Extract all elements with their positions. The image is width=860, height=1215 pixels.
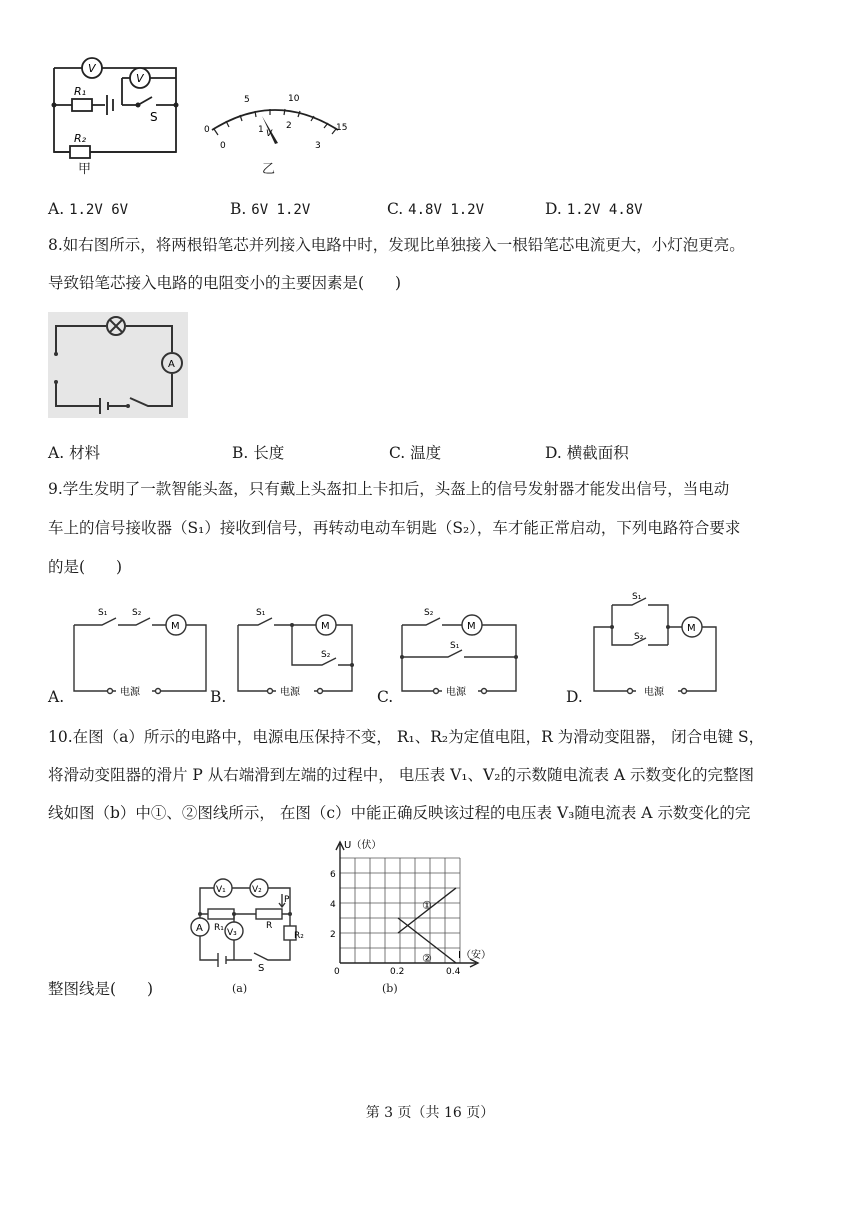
q10-circuit-a bbox=[186, 876, 306, 974]
q8-stem-line1: 8.如右图所示，将两根铅笔芯并列接入电路中时，发现比单独接入一根铅笔芯电流更大，小灯泡更亮。 bbox=[48, 236, 745, 254]
q8-circuit bbox=[48, 312, 188, 418]
r1-label: R₁ bbox=[74, 85, 87, 98]
scale-top-15: 15 bbox=[336, 123, 348, 133]
x-tick-0: 0 bbox=[334, 967, 340, 976]
q9-circuit-a bbox=[72, 605, 212, 697]
fig-yi-label: 乙 bbox=[262, 162, 276, 177]
r-label: R bbox=[266, 921, 273, 931]
q8-option-c: C. 温度 bbox=[389, 444, 442, 462]
s2-label: S₂ bbox=[634, 632, 644, 642]
scale-top-5: 5 bbox=[244, 95, 250, 105]
y-tick-6: 6 bbox=[330, 870, 336, 880]
q9-circuit-d bbox=[592, 587, 722, 697]
source-label: 电源 bbox=[446, 687, 466, 697]
q8-stem-line2: 导致铅笔芯接入电路的电阻变小的主要因素是( ) bbox=[48, 274, 402, 292]
line2-marker: ② bbox=[422, 952, 432, 965]
q9-stem-line1: 9.学生发明了一款智能头盔，只有戴上头盔扣上卡扣后，头盔上的信号发射器才能发出信号，当电动 bbox=[48, 480, 730, 498]
scale-bottom-3: 3 bbox=[315, 141, 321, 151]
q9-circuit-b bbox=[236, 605, 360, 697]
motor-label: M bbox=[687, 623, 696, 634]
s1-label: S₁ bbox=[256, 608, 266, 618]
scale-top-10: 10 bbox=[288, 94, 300, 104]
s2-label: S₂ bbox=[321, 650, 331, 660]
q9-circuit-c bbox=[400, 605, 524, 697]
q9-option-c: C. bbox=[377, 688, 394, 706]
q9-option-a: A. bbox=[48, 688, 65, 706]
scale-unit: V bbox=[266, 129, 273, 139]
q7-voltmeter-dial-yi bbox=[200, 88, 350, 158]
q7-circuit-jia bbox=[50, 55, 185, 160]
s-label: S bbox=[258, 963, 265, 974]
r2-label: R₂ bbox=[74, 132, 87, 145]
q10-stem-line2: 将滑动变阻器的滑片 P 从右端滑到左端的过程中， 电压表 V₁、V₂的示数随电流表 A 示数变化的完整图 bbox=[48, 766, 755, 784]
source-label: 电源 bbox=[280, 687, 300, 697]
s1-label: S₁ bbox=[632, 592, 642, 602]
s2-label: S₂ bbox=[424, 608, 434, 618]
scale-top-0: 0 bbox=[204, 125, 210, 135]
motor-label: M bbox=[467, 621, 476, 632]
q7-option-c: C. 4.8V 1.2V bbox=[387, 200, 485, 218]
a-label: A bbox=[196, 923, 203, 934]
line1-marker: ① bbox=[422, 899, 432, 912]
s1-label: S₁ bbox=[98, 608, 108, 618]
x-axis-label: I（安） bbox=[458, 950, 491, 961]
x-tick-04: 0.4 bbox=[446, 967, 461, 976]
q7-option-d: D. 1.2V 4.8V bbox=[545, 200, 643, 218]
q9-stem-line2: 车上的信号接收器（S₁）接收到信号，再转动电动车钥匙（S₂），车才能正常启动，下列电路符合要求 bbox=[48, 519, 741, 537]
fig-jia-label: 甲 bbox=[78, 162, 92, 177]
q8-option-b: B. 长度 bbox=[232, 444, 285, 462]
source-label: 电源 bbox=[644, 687, 664, 697]
v1-label: V₁ bbox=[216, 885, 226, 895]
p-label: P bbox=[284, 895, 290, 905]
v2-label: V bbox=[136, 72, 144, 85]
q7-option-b: B. 6V 1.2V bbox=[230, 200, 311, 218]
r1-label: R₁ bbox=[214, 923, 224, 933]
x-tick-02: 0.2 bbox=[390, 967, 405, 976]
q8-option-d: D. 横截面积 bbox=[545, 444, 629, 462]
fig-b-caption: (b) bbox=[382, 982, 398, 995]
q9-option-b: B. bbox=[210, 688, 227, 706]
scale-bottom-2: 2 bbox=[286, 121, 292, 131]
s2-label: S₂ bbox=[132, 608, 142, 618]
v2-label: V₂ bbox=[252, 885, 262, 895]
source-label: 电源 bbox=[120, 687, 140, 697]
scale-bottom-1: 1 bbox=[258, 125, 264, 135]
page-footer: 第 3 页（共 16 页） bbox=[365, 1105, 495, 1121]
s-label: S bbox=[150, 110, 158, 124]
q10-stem-line3: 线如图（b）中①、②图线所示， 在图（c）中能正确反映该过程的电压表 V₃随电流表 A 示数变化的完 bbox=[48, 804, 751, 822]
scale-bottom-0: 0 bbox=[220, 141, 226, 151]
y-tick-4: 4 bbox=[330, 900, 336, 910]
s1-label: S₁ bbox=[450, 641, 460, 651]
fig-a-caption: (a) bbox=[232, 982, 248, 995]
q9-option-d: D. bbox=[566, 688, 583, 706]
q10-stem-line4: 整图线是( ) bbox=[48, 980, 154, 998]
v1-label: V bbox=[88, 62, 96, 75]
r2-label: R₂ bbox=[294, 931, 304, 941]
y-axis-label: U（伏） bbox=[344, 840, 382, 851]
q8-option-a: A. 材料 bbox=[48, 444, 101, 462]
v3-label: V₃ bbox=[227, 928, 237, 938]
q10-graph-b bbox=[326, 836, 506, 976]
motor-label: M bbox=[321, 621, 330, 632]
q7-option-a: A. 1.2V 6V bbox=[48, 200, 129, 218]
q10-stem-line1: 10.在图（a）所示的电路中，电源电压保持不变， R₁、R₂为定值电阻，R 为滑动变阻器， 闭合电键 S， bbox=[48, 728, 765, 746]
q9-stem-line3: 的是( ) bbox=[48, 558, 123, 576]
ammeter-label: A bbox=[168, 359, 175, 370]
y-tick-2: 2 bbox=[330, 930, 336, 940]
motor-label: M bbox=[171, 621, 180, 632]
